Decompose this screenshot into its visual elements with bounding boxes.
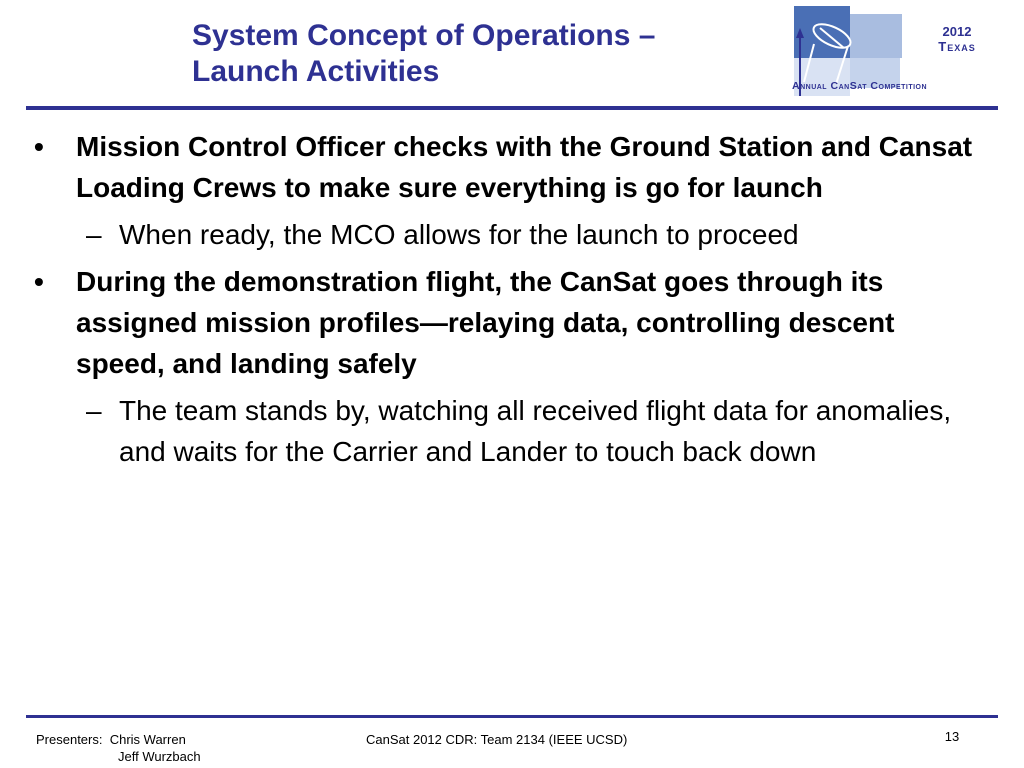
logo-caption: Annual CanSat Competition <box>792 80 928 92</box>
footer-team-info: CanSat 2012 CDR: Team 2134 (IEEE UCSD) <box>366 732 628 747</box>
bullet-1-sub-1 <box>34 214 984 255</box>
presenter-2: Jeff Wurzbach <box>118 749 201 764</box>
logo-state: Texas <box>938 39 976 54</box>
slide-title <box>192 18 752 90</box>
slide-title-line-1: System Concept of Operations – <box>192 19 656 52</box>
page-number: 13 <box>944 729 960 744</box>
logo-year: 2012 <box>942 24 972 39</box>
bullet-2 <box>34 261 984 384</box>
bullet-2-sub-1-marker: – <box>86 395 102 426</box>
bullet-1-text: Mission Control Officer checks with the Ground Station and Cansat Loading Crews to make sure everything is go for launch <box>76 131 973 203</box>
presenter-1: Chris Warren <box>109 732 186 747</box>
slide-title-line-2: Launch Activities <box>192 55 440 88</box>
bullet-2-sub-1-text: The team stands by, watching all received flight data for anomalies, and waits for the Carrier and Lander to touch back down <box>119 395 952 467</box>
header-divider <box>26 106 998 110</box>
slide-body <box>34 126 984 478</box>
footer-presenters <box>36 731 296 765</box>
bullet-1-marker: • <box>34 131 44 162</box>
bullet-1 <box>34 126 984 208</box>
bullet-2-text: During the demonstration flight, the CanSat goes through its assigned mission profiles—relaying data, controlling descent speed, and landing safely <box>76 266 895 379</box>
bullet-2-sub-1 <box>34 390 984 472</box>
logo-square-light <box>850 14 902 58</box>
bullet-1-sub-1-marker: – <box>86 219 102 250</box>
footer-divider <box>26 715 998 718</box>
bullet-2-marker: • <box>34 266 44 297</box>
bullet-1-sub-1-text: When ready, the MCO allows for the launch to proceed <box>119 219 799 250</box>
presenters-label: Presenters: <box>36 732 103 747</box>
